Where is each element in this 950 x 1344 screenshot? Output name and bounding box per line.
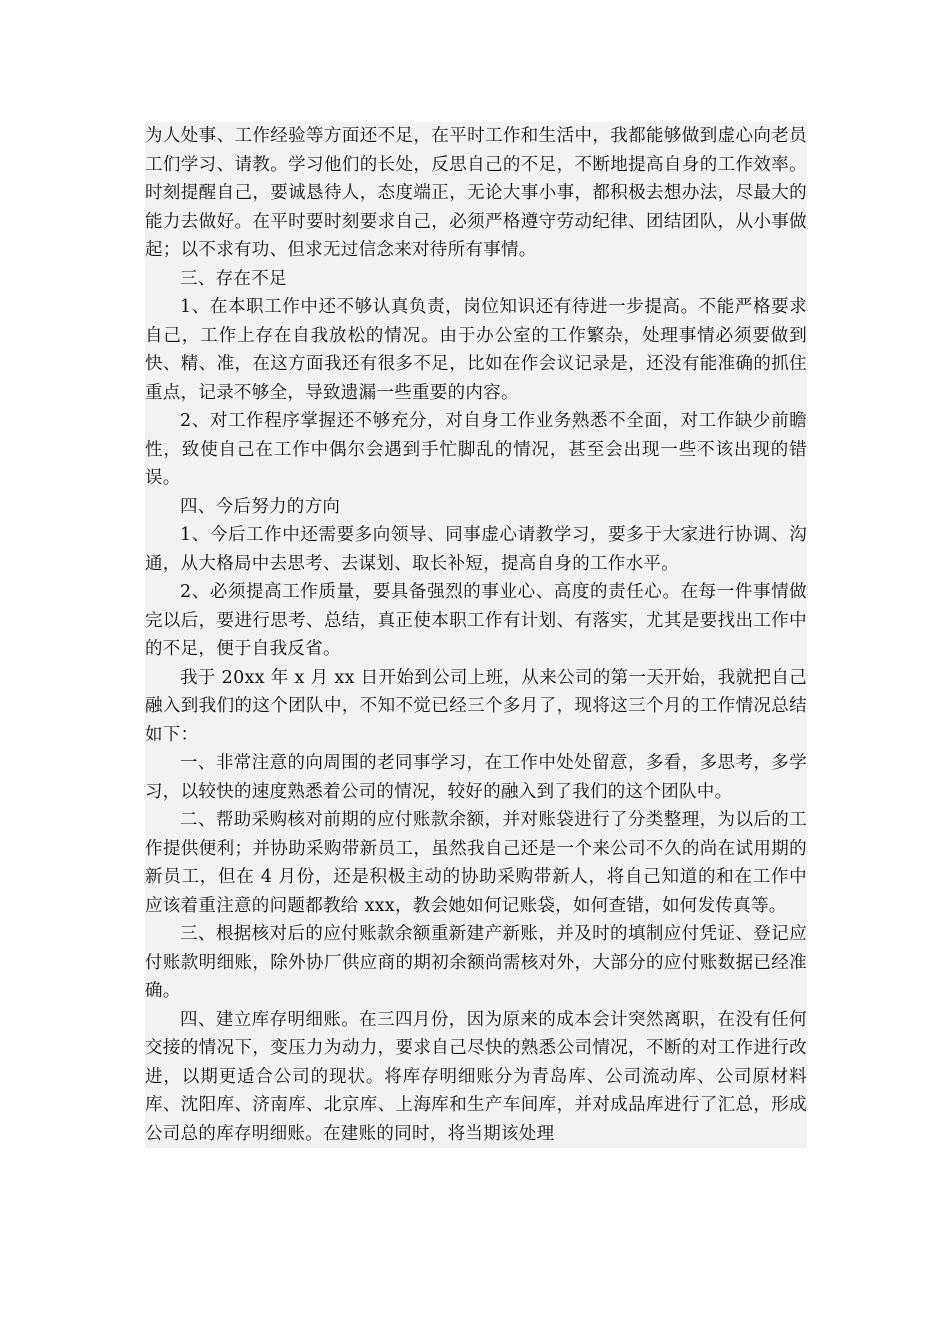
paragraph-shortcoming-2: 2、对工作程序掌握还不够充分，对自身工作业务熟悉不全面，对工作缺少前瞻性，致使自己在工作中偶尔会遇到手忙脚乱的情况，甚至会出现一些不该出现的错误。 xyxy=(145,411,807,488)
paragraph-direction-2: 2、必须提高工作质量，要具备强烈的事业心、高度的责任心。在每一件事情做完以后，要进行思考、总结，真正使本职工作有计划、有落实，尤其是要找出工作中的不足，便于自我反省。 xyxy=(145,582,807,659)
paragraph-1: 为人处事、工作经验等方面还不足，在平时工作和生活中，我都能够做到虚心向老员工们学习、请教。学习他们的长处，反思自己的不足，不断地提高自身的工作效率。时刻提醒自己，要诚恳待人，态度端正，无论大事小事，都积极去想办法，尽最大的能力去做好。在平时要时刻要求自己，必须严格遵守劳动纪律、团结团队，从小事做起；以不求有功、但求无过信念来对待所有事情。 xyxy=(145,126,807,260)
paragraph-item-1: 一、非常注意的向周围的老同事学习，在工作中处处留意，多看，多思考，多学习，以较快的速度熟悉着公司的情况，较好的融入到了我们的这个团队中。 xyxy=(145,753,807,802)
paragraph-intro-summary: 我于 20xx 年 x 月 xx 日开始到公司上班，从来公司的第一天开始，我就把自己融入到我们的这个团队中，不知不觉已经三个多月了，现将这三个月的工作情况总结如下： xyxy=(145,667,807,745)
paragraph-item-3: 三、根据核对后的应付账款余额重新建产新账，并及时的填制应付凭证、登记应付账款明细账，除外协厂供应商的期初余额尚需核对外，大部分的应付账数据已经准确。 xyxy=(145,924,807,1001)
document-body xyxy=(145,122,807,1148)
paragraph-shortcoming-1: 1、在本职工作中还不够认真负责，岗位知识还有待进一步提高。不能严格要求自己，工作上存在自我放松的情况。由于办公室的工作繁杂，处理事情必须要做到快、精、准，在这方面我还有很多不足，比如在作会议记录是，还没有能准确的抓住重点，记录不够全，导致遗漏一些重要的内容。 xyxy=(145,297,807,403)
section-heading-future-direction: 四、今后努力的方向 xyxy=(180,496,341,517)
paragraph-item-4: 四、建立库存明细账。在三四月份，因为原来的成本会计突然离职，在没有任何交接的情况下，变压力为动力，要求自己尽快的熟悉公司情况，不断的对工作进行改进，以期更适合公司的现状。将库存明细账分为青岛库、公司流动库、公司原材料库、沈阳库、济南库、北京库、上海库和生产车间库，并对成品库进行了汇总，形成公司总的库存明细账。在建账的同时，将当期该处理 xyxy=(145,1009,807,1144)
paragraph-direction-1: 1、今后工作中还需要多向领导、同事虚心请教学习，要多于大家进行协调、沟通，从大格局中去思考、去谋划、取长补短，提高自身的工作水平。 xyxy=(145,525,807,574)
section-heading-shortcomings: 三、存在不足 xyxy=(180,268,287,289)
paragraph-item-2: 二、帮助采购核对前期的应付账款余额，并对账袋进行了分类整理，为以后的工作提供便利；并协助采购带新员工，虽然我自己还是一个来公司不久的尚在试用期的新员工，但在 4 月份，还是积极主动的协助采购带新人，将自己知道的和在工作中应该着重注意的问题都教给 xxx，教会她如何记账袋，如何查错，如何发传真等。 xyxy=(145,810,807,916)
